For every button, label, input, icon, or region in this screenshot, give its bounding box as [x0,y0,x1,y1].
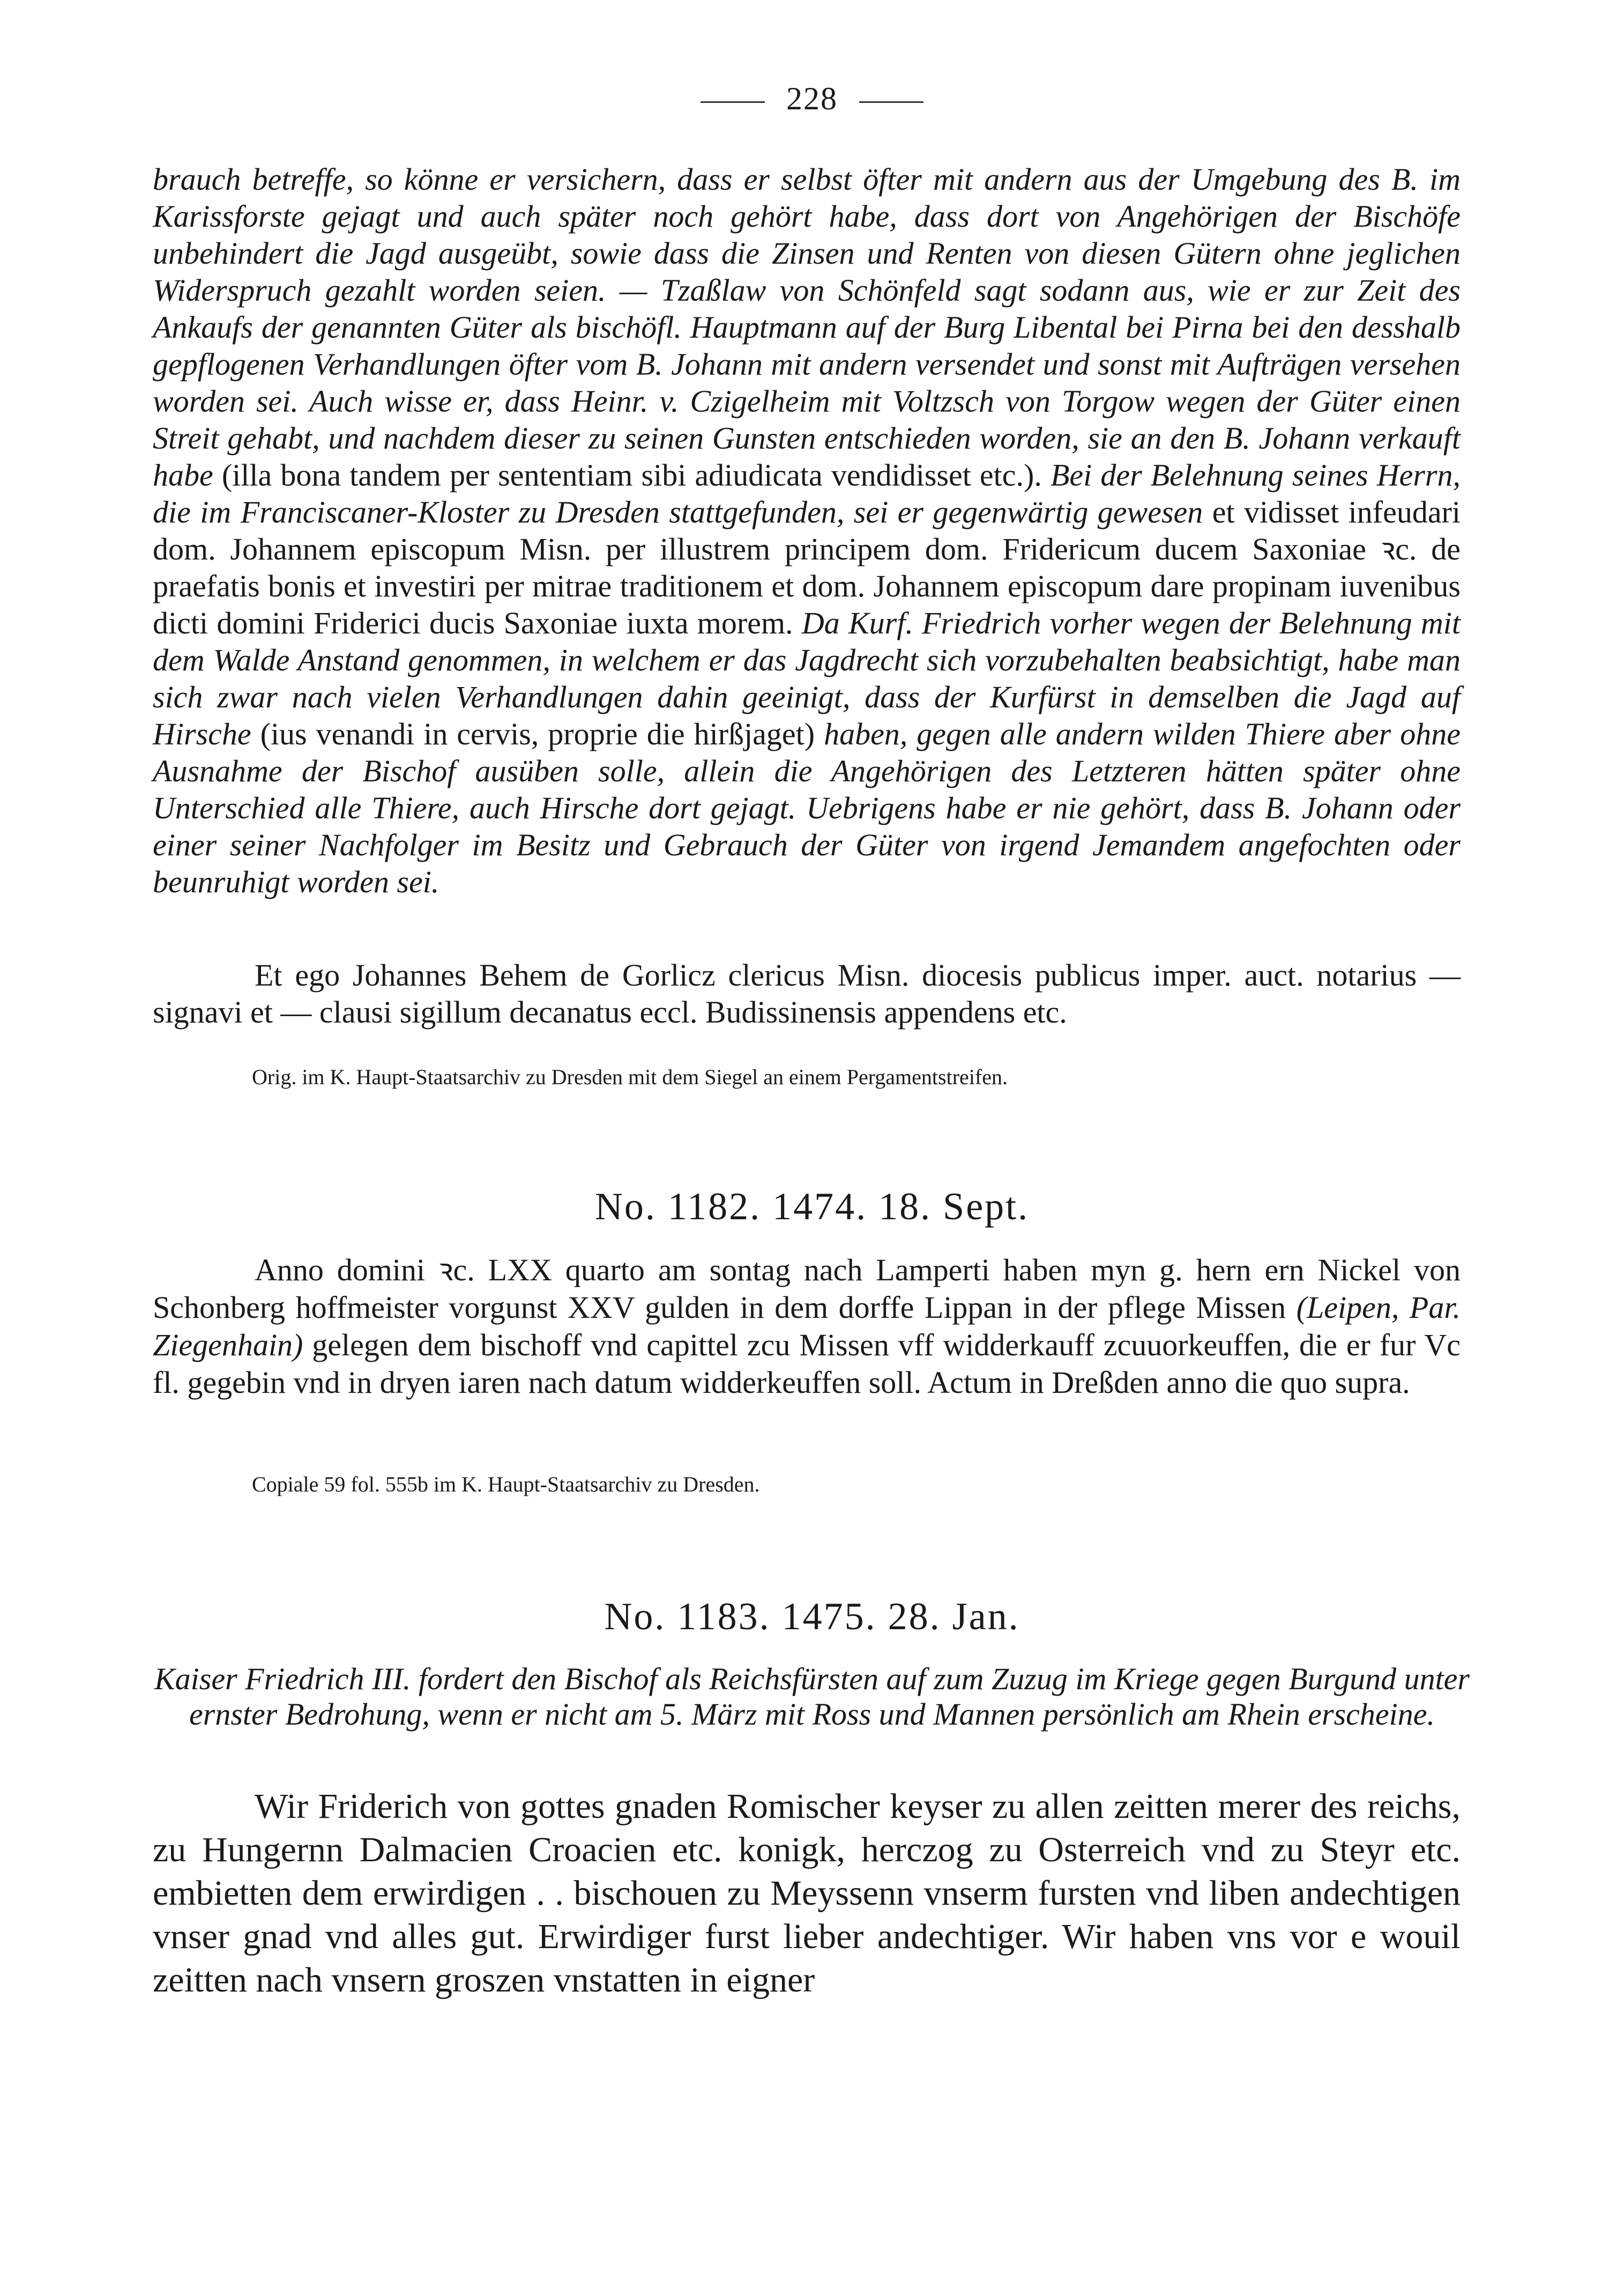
continuation-italic-3: Da Kurf. Friedrich vorher wegen der Belehnung mit dem Walde Anstand genommen, in welchem er das Jagdrecht sich vorzubehalten beabsichtigt, habe man sich zwar nach vielen Verhandlungen dahin geeinigt, dass der Kurfürst in demselben die Jagd auf Hirsche [153,606,1461,751]
doc-1183-heading: No. 1183. 1475. 28. Jan. [604,1595,1020,1638]
continuation-italic-4: haben, gegen alle andern wilden Thiere aber ohne Ausnahme der Bischof ausüben solle, allein die Angehörigen des Letzteren hätten später ohne Unterschied alle Thiere, auch Hirsche dort gejagt. Uebrigens habe er nie gehört, dass B. Johann oder einer seiner Nachfolger im Besitz und Gebrauch der Güter von irgend Jemandem angefochten oder beunruhigt worden sei. [153,717,1461,899]
doc-1182-italic: (Leipen, Par. Ziegenhain) [153,1290,1461,1362]
continuation-italic-1: brauch betreffe, so könne er versichern, dass er selbst öfter mit andern aus der Umgebung des B. im Karissforste gejagt und auch später noch gehört habe, dass dort von Angehörigen der Bischöfe unbehindert die Jagd ausgeübt, sowie dass die Zinsen und Renten von diesen Gütern ohne jeglichen Widerspruch gezahlt worden seien. — Tzaßlaw von Schönfeld sagt sodann aus, wie er zur Zeit des Ankaufs der genannten Güter als bischöfl. Hauptmann auf der Burg Libental bei Pirna bei den desshalb gepflogenen Verhandlungen öfter vom B. Johann mit andern versendet und sonst mit Aufträgen versehen worden sei. Auch wisse er, dass Heinr. v. Czigelheim mit Voltzsch von Torgow wegen der Güter einen Streit gehabt, und nachdem dieser zu seinen Gunsten entschieden worden, sie an den B. Johann verkauft habe [153,162,1461,493]
continuation-roman-3: (ius venandi in cervis, proprie die hirßjaget) [251,717,824,751]
notary-text: Et ego Johannes Behem de Gorlicz clericus Misn. diocesis publicus imper. auct. notarius — signavi et — clausi sigillum decanatus eccl. Budissinensis appendens etc. [153,958,1461,1030]
continuation-roman-2: et vidisset infeudari dom. Johannem episcopum Misn. per illustrem principem dom. Fridericum ducem Saxoniae ꝛc. de praefatis bonis et investiri per mitrae traditionem et dom. Johannem episcopum dare propinam iuvenibus dicti domini Friderici ducis Saxoniae iuxta morem. [153,495,1461,640]
notary-paragraph [153,957,1461,1031]
doc-1182-heading: No. 1182. 1474. 18. Sept. [594,1185,1030,1228]
page-header [0,80,1624,117]
continuation-roman-1: (illa bona tandem per sententiam sibi adiudicata vendidisset etc.). [213,458,1051,493]
doc-1183-text: Wir Friderich von gottes gnaden Romischer keyser zu allen zeitten merer des reichs, zu Hungernn Dalmacien Croacien etc. konigk, herczog zu Osterreich vnd zu Steyr etc. embietten dem erwirdigen . . bischouen zu Meyssenn vnserm fursten vnd liben andechtigen vnser gnad vnd alles gut. Erwirdiger furst lieber andechtiger. Wir haben vns vor e wouil zeitten nach vnsern groszen vnstatten in eigner [153,1787,1461,2000]
header-rule-left [701,101,765,103]
doc-1182-text-1: Anno domini ꝛc. LXX quarto am sontag nach Lamperti haben myn g. hern ern Nickel von Schonberg hoffmeister vorgunst XXV gulden in dem dorffe Lippan in der pflege Missen [153,1252,1461,1325]
doc-1182-text-2: gelegen dem bischoff vnd capittel zcu Missen vff widderkauff zcuuorkeuffen, die er fur Vc fl. gegebin vnd in dryen iaren nach datum widderkeuffen soll. Actum in Dreßden anno die quo supra. [153,1327,1461,1400]
source-note-1: Orig. im K. Haupt-Staatsarchiv zu Dresden mit dem Siegel an einem Pergamentstreifen. [252,1065,1008,1089]
doc-1183-paragraph [153,1785,1461,2002]
page-number: 228 [786,81,838,116]
continuation-italic-2: Bei der Belehnung seines Herrn, die im Franciscaner-Kloster zu Dresden stattgefunden, sei er gegenwärtig gewesen [153,458,1461,529]
doc-1183-summary: Kaiser Friedrich III. fordert den Bischof als Reichsfürsten auf zum Zuzug im Kriege gegen Burgund unter ernster Bedrohung, wenn er nicht am 5. März mit Ross und Mannen persönlich am Rhein erscheine. [154,1661,1470,1732]
doc-1182-source: Copiale 59 fol. 555b im K. Haupt-Staatsarchiv zu Dresden. [252,1472,760,1496]
continuation-paragraph [153,161,1461,900]
header-rule-right [859,101,923,103]
doc-1182-paragraph [153,1251,1461,1401]
